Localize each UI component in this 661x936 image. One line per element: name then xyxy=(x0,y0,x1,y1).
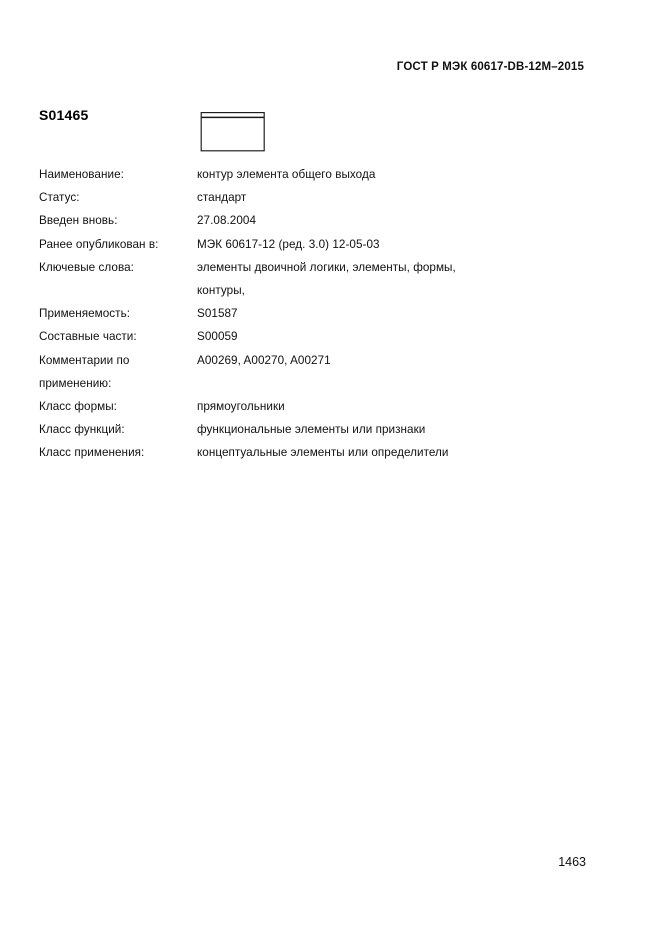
attribute-label: Составные части: xyxy=(39,330,137,344)
table-row xyxy=(39,163,619,186)
symbol-graphic xyxy=(198,110,268,154)
table-row xyxy=(39,209,619,232)
attribute-label-continuation: применению: xyxy=(39,376,112,390)
rectangle-outline-with-top-bar-symbol xyxy=(198,110,268,154)
table-row xyxy=(39,302,619,325)
table-row xyxy=(39,186,619,209)
attribute-label: Наименование: xyxy=(39,168,124,181)
document-header-standard-reference: ГОСТ Р МЭК 60617-DB-12M–2015 xyxy=(396,61,584,73)
attribute-label: Ранее опубликован в: xyxy=(39,237,159,251)
attribute-label: Класс применения: xyxy=(39,446,145,460)
attribute-value-continuation: контуры, xyxy=(197,284,245,298)
table-row xyxy=(39,395,619,418)
attribute-value: A00269, A00270, A00271 xyxy=(197,353,331,367)
attribute-value: 27.08.2004 xyxy=(197,214,256,228)
symbol-rectangle-outline xyxy=(201,113,264,151)
table-row xyxy=(39,233,619,256)
attribute-value: прямоугольники xyxy=(197,400,285,414)
attribute-value: стандарт xyxy=(197,191,247,205)
table-row xyxy=(39,325,619,348)
attribute-value: S00059 xyxy=(197,330,238,344)
attribute-value: концептуальные элементы или определители xyxy=(197,446,449,460)
attribute-label: Ключевые слова: xyxy=(39,260,134,274)
table-row xyxy=(39,441,619,464)
attribute-label: Статус: xyxy=(39,191,80,205)
attribute-value: S01587 xyxy=(197,307,238,321)
attribute-label: Класс функций: xyxy=(39,423,125,437)
table-row xyxy=(39,418,619,441)
attribute-value: МЭК 60617-12 (ред. 3.0) 12-05-03 xyxy=(197,237,380,251)
table-row xyxy=(39,256,619,279)
table-row-continuation xyxy=(39,372,619,395)
table-row-continuation xyxy=(39,279,619,302)
attribute-value-spacer xyxy=(197,372,619,395)
attribute-label-spacer xyxy=(39,279,197,302)
attribute-label: Класс формы: xyxy=(39,400,117,414)
attribute-table-body xyxy=(39,163,619,465)
table-row xyxy=(39,349,619,372)
page-number: 1463 xyxy=(558,855,586,869)
attribute-value: контур элемента общего выхода xyxy=(197,168,376,181)
entry-code-title: S01465 xyxy=(39,107,89,123)
attribute-label: Применяемость: xyxy=(39,307,131,321)
attribute-label: Введен вновь: xyxy=(39,214,118,228)
attribute-value: функциональные элементы или признаки xyxy=(197,423,426,437)
attribute-table xyxy=(39,163,619,465)
attribute-label: Комментарии по xyxy=(39,353,130,367)
attribute-value: элементы двоичной логики, элементы, формы, xyxy=(197,260,456,274)
